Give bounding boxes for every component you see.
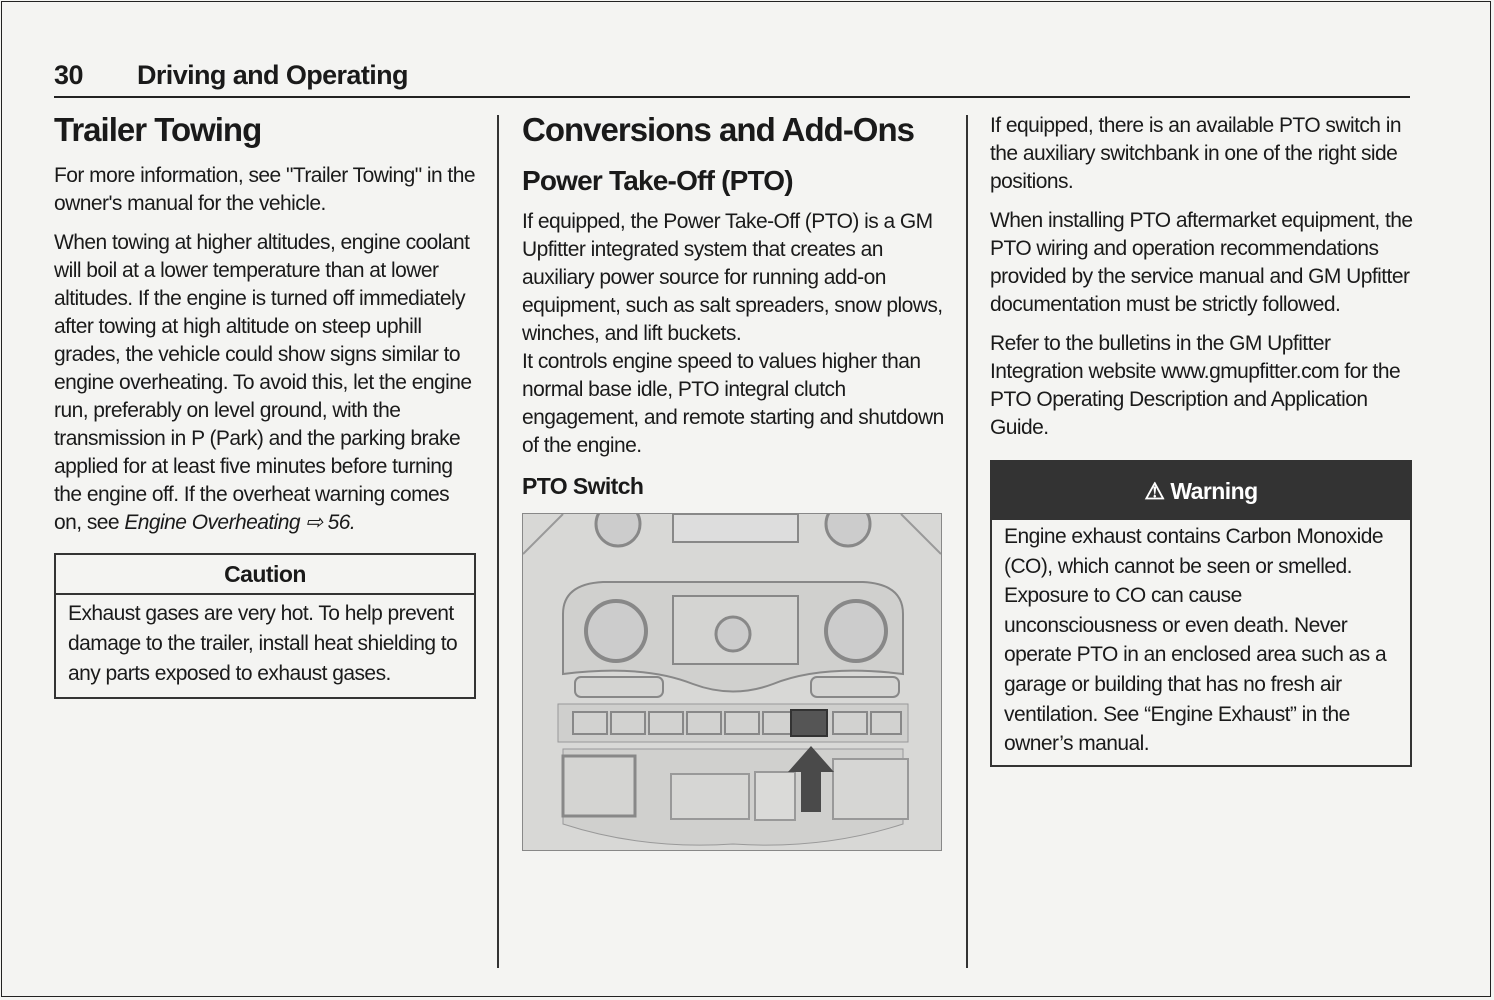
heading-conversions: Conversions and Add-Ons	[522, 111, 914, 148]
caution-text: Exhaust gases are very hot. To help prevent damage to the trailer, install heat shielding to any parts exposed to exhaust gases.	[68, 602, 458, 685]
warning-title: Warning	[1170, 478, 1258, 504]
section-title: Driving and Operating	[137, 60, 408, 90]
paragraph	[54, 229, 478, 537]
paragraph-text: When towing at higher altitudes, engine coolant will boil at a lower temperature than at lower altitudes. If the engine is turned off immediately after towing at high altitude on steep uphill grades, the vehicle could show signs similar to engine overheating. To avoid this, let the engine run, preferably on level ground, with the transmission in P (Park) and the parking brake applied for at least five minutes before turning the engine off. If the overheat warning comes on, see	[54, 231, 472, 534]
header-rule	[54, 96, 1410, 98]
warning-box	[990, 460, 1412, 767]
heading-pto: Power Take-Off (PTO)	[522, 165, 793, 196]
warning-text: Engine exhaust contains Carbon Monoxide (CO), which cannot be seen or smelled. Exposure to CO can cause unconsciousness or even death. Never operate PTO in an enclosed area such as a garage or building that has no fresh air ventilation. See “Engine Exhaust” in the owner’s manual.	[1004, 525, 1387, 756]
warning-triangle-icon: ⚠	[1144, 478, 1171, 504]
paragraph: It controls engine speed to values higher than normal base idle, PTO integral clutch engagement, and remote starting and shutdown of the engine.	[522, 350, 944, 457]
heading-trailer-towing: Trailer Towing	[54, 111, 262, 148]
column-divider	[497, 115, 499, 968]
caution-title: Caution	[56, 555, 474, 595]
warning-header	[992, 462, 1410, 520]
caution-box	[54, 553, 476, 699]
paragraph: If equipped, the Power Take-Off (PTO) is a GM Upfitter integrated system that creates an auxiliary power source for running add-on equipment, such as salt spreaders, snow plows, winches, and lift buckets.	[522, 210, 943, 345]
paragraph: For more information, see "Trailer Towing" in the owner's manual for the vehicle.	[54, 164, 475, 215]
pto-button	[791, 710, 827, 736]
column-conversions	[522, 108, 946, 851]
paragraph: When installing PTO aftermarket equipment, the PTO wiring and operation recommendations provided by the service manual and GM Upfitter documentation must be strictly followed.	[990, 209, 1413, 316]
paragraph: Refer to the bulletins in the GM Upfitter Integration website www.gmupfitter.com for the PTO Operating Description and Application Guide.	[990, 332, 1401, 439]
paragraph: If equipped, there is an available PTO switch in the auxiliary switchbank in one of the right side positions.	[990, 114, 1401, 193]
column-pto-details	[990, 108, 1414, 767]
column-divider	[966, 115, 968, 968]
pto-switch-illustration	[522, 513, 942, 851]
engine-overheating-link[interactable]: Engine Overheating	[124, 511, 301, 534]
page-number: 30	[54, 60, 84, 90]
column-trailer-towing	[54, 108, 478, 699]
page-reference[interactable]: ⇨ 56.	[300, 511, 356, 534]
heading-pto-switch: PTO Switch	[522, 473, 644, 499]
